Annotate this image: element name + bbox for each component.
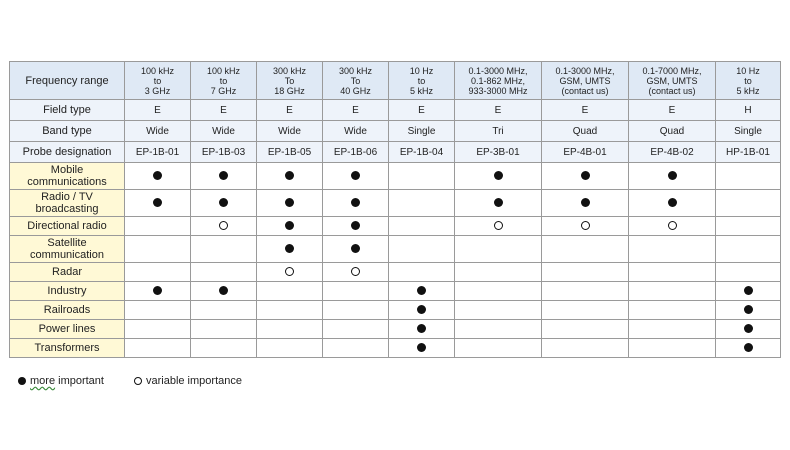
application-cell	[455, 217, 542, 236]
legend-variable-label: variable importance	[145, 375, 242, 387]
application-cell	[629, 190, 716, 217]
probe-designation-cell: HP-1B-01	[716, 142, 781, 163]
application-label: Power lines	[10, 320, 125, 339]
application-cell	[716, 301, 781, 320]
application-cell	[455, 320, 542, 339]
application-cell	[257, 190, 323, 217]
application-cell	[323, 263, 389, 282]
field-type-cell: E	[125, 100, 191, 121]
application-cell	[542, 190, 629, 217]
application-label: Radio / TV broadcasting	[10, 190, 125, 217]
application-row	[10, 339, 781, 358]
application-cell	[542, 263, 629, 282]
application-cell	[389, 320, 455, 339]
filled-dot-icon	[668, 171, 677, 180]
filled-dot-icon	[351, 244, 360, 253]
application-cell	[716, 190, 781, 217]
application-cell	[455, 163, 542, 190]
filled-dot-icon	[285, 171, 294, 180]
application-label: Satellite communication	[10, 236, 125, 263]
application-cell	[455, 263, 542, 282]
application-cell	[191, 301, 257, 320]
field-type-cell: E	[455, 100, 542, 121]
filled-dot-icon	[417, 286, 426, 295]
application-cell	[125, 282, 191, 301]
band-type-cell: Tri	[455, 121, 542, 142]
application-cell	[257, 263, 323, 282]
probe-designation-cell: EP-1B-03	[191, 142, 257, 163]
application-cell	[257, 217, 323, 236]
band-type-cell: Wide	[191, 121, 257, 142]
filled-dot-icon	[417, 324, 426, 333]
application-cell	[191, 320, 257, 339]
filled-dot-icon	[668, 198, 677, 207]
application-row	[10, 320, 781, 339]
field-type-cell: H	[716, 100, 781, 121]
application-row	[10, 301, 781, 320]
filled-dot-icon	[219, 286, 228, 295]
application-cell	[542, 217, 629, 236]
application-cell	[125, 339, 191, 358]
hollow-circle-icon	[285, 267, 294, 276]
frequency-range-cell: 100 kHz to 3 GHz	[125, 62, 191, 100]
application-cell	[542, 301, 629, 320]
field-type-cell: E	[191, 100, 257, 121]
application-cell	[716, 217, 781, 236]
probe-table	[9, 61, 781, 358]
application-row	[10, 163, 781, 190]
frequency-range-cell: 10 Hz to 5 kHz	[716, 62, 781, 100]
filled-dot-icon	[351, 171, 360, 180]
application-row	[10, 236, 781, 263]
application-cell	[191, 339, 257, 358]
application-row	[10, 190, 781, 217]
probe-table-body	[10, 62, 781, 358]
application-cell	[191, 263, 257, 282]
probe-designation-cell: EP-1B-05	[257, 142, 323, 163]
filled-dot-icon	[285, 244, 294, 253]
filled-dot-icon	[285, 198, 294, 207]
application-label: Industry	[10, 282, 125, 301]
filled-dot-icon	[581, 198, 590, 207]
application-cell	[455, 190, 542, 217]
application-cell	[629, 339, 716, 358]
application-cell	[257, 339, 323, 358]
application-cell	[455, 339, 542, 358]
filled-dot-icon	[351, 221, 360, 230]
application-cell	[629, 301, 716, 320]
application-cell	[323, 301, 389, 320]
band-type-cell: Wide	[323, 121, 389, 142]
band-type-cell: Quad	[629, 121, 716, 142]
frequency-range-cell: 0.1-3000 MHz, 0.1-862 MHz, 933-3000 MHz	[455, 62, 542, 100]
application-cell	[323, 339, 389, 358]
application-cell	[191, 282, 257, 301]
application-label: Railroads	[10, 301, 125, 320]
hollow-circle-icon	[134, 377, 142, 385]
application-cell	[257, 282, 323, 301]
probe-designation-row	[10, 142, 781, 163]
hollow-circle-icon	[351, 267, 360, 276]
probe-designation-cell: EP-4B-01	[542, 142, 629, 163]
application-cell	[257, 236, 323, 263]
filled-dot-icon	[744, 286, 753, 295]
band-type-cell: Quad	[542, 121, 629, 142]
hollow-circle-icon	[494, 221, 503, 230]
filled-dot-icon	[351, 198, 360, 207]
application-cell	[629, 236, 716, 263]
filled-dot-icon	[494, 198, 503, 207]
application-cell	[389, 190, 455, 217]
filled-dot-icon	[219, 171, 228, 180]
filled-dot-icon	[494, 171, 503, 180]
application-cell	[389, 301, 455, 320]
application-cell	[323, 236, 389, 263]
application-cell	[629, 217, 716, 236]
filled-dot-icon	[153, 286, 162, 295]
filled-dot-icon	[417, 343, 426, 352]
application-cell	[191, 163, 257, 190]
filled-dot-icon	[285, 221, 294, 230]
application-cell	[455, 236, 542, 263]
frequency-range-cell: 0.1-7000 MHz, GSM, UMTS (contact us)	[629, 62, 716, 100]
application-label: Directional radio	[10, 217, 125, 236]
application-cell	[716, 339, 781, 358]
probe-designation-cell: EP-4B-02	[629, 142, 716, 163]
application-cell	[716, 263, 781, 282]
application-row	[10, 263, 781, 282]
application-cell	[455, 301, 542, 320]
filled-dot-icon	[744, 324, 753, 333]
frequency-range-cell: 300 kHz To 18 GHz	[257, 62, 323, 100]
application-cell	[257, 320, 323, 339]
probe-designation-cell: EP-1B-06	[323, 142, 389, 163]
application-cell	[542, 339, 629, 358]
frequency-range-cell: 300 kHz To 40 GHz	[323, 62, 389, 100]
probe-designation-cell: EP-3B-01	[455, 142, 542, 163]
hollow-circle-icon	[219, 221, 228, 230]
application-cell	[389, 263, 455, 282]
application-cell	[389, 282, 455, 301]
legend-more-important	[18, 375, 104, 387]
application-cell	[125, 236, 191, 263]
application-cell	[389, 236, 455, 263]
field-type-label: Field type	[10, 100, 125, 121]
probe-designation-cell: EP-1B-04	[389, 142, 455, 163]
application-cell	[125, 163, 191, 190]
frequency-range-cell: 10 Hz to 5 kHz	[389, 62, 455, 100]
application-cell	[542, 163, 629, 190]
application-cell	[542, 282, 629, 301]
filled-dot-icon	[18, 377, 26, 385]
application-cell	[191, 190, 257, 217]
band-type-row	[10, 121, 781, 142]
hollow-circle-icon	[668, 221, 677, 230]
application-cell	[191, 217, 257, 236]
application-cell	[323, 190, 389, 217]
filled-dot-icon	[153, 198, 162, 207]
legend-variable-importance	[134, 375, 242, 387]
application-cell	[323, 217, 389, 236]
application-label: Mobile communications	[10, 163, 125, 190]
application-cell	[629, 282, 716, 301]
field-type-cell: E	[542, 100, 629, 121]
probe-designation-label: Probe designation	[10, 142, 125, 163]
band-type-cell: Single	[716, 121, 781, 142]
application-cell	[716, 282, 781, 301]
frequency-range-label: Frequency range	[10, 62, 125, 100]
frequency-range-row	[10, 62, 781, 100]
band-type-label: Band type	[10, 121, 125, 142]
field-type-cell: E	[629, 100, 716, 121]
application-cell	[323, 320, 389, 339]
field-type-cell: E	[257, 100, 323, 121]
application-cell	[323, 163, 389, 190]
band-type-cell: Single	[389, 121, 455, 142]
application-cell	[542, 236, 629, 263]
application-cell	[191, 236, 257, 263]
application-cell	[629, 263, 716, 282]
filled-dot-icon	[744, 305, 753, 314]
application-cell	[716, 163, 781, 190]
frequency-range-cell: 100 kHz to 7 GHz	[191, 62, 257, 100]
application-label: Radar	[10, 263, 125, 282]
application-label: Transformers	[10, 339, 125, 358]
application-cell	[125, 217, 191, 236]
legend	[18, 375, 272, 387]
application-cell	[389, 217, 455, 236]
field-type-cell: E	[389, 100, 455, 121]
application-cell	[125, 263, 191, 282]
application-cell	[125, 190, 191, 217]
band-type-cell: Wide	[257, 121, 323, 142]
frequency-range-cell: 0.1-3000 MHz, GSM, UMTS (contact us)	[542, 62, 629, 100]
application-cell	[323, 282, 389, 301]
filled-dot-icon	[581, 171, 590, 180]
application-cell	[257, 301, 323, 320]
application-cell	[542, 320, 629, 339]
filled-dot-icon	[417, 305, 426, 314]
hollow-circle-icon	[581, 221, 590, 230]
field-type-cell: E	[323, 100, 389, 121]
application-row	[10, 217, 781, 236]
application-cell	[125, 320, 191, 339]
probe-designation-cell: EP-1B-01	[125, 142, 191, 163]
filled-dot-icon	[219, 198, 228, 207]
application-cell	[716, 320, 781, 339]
application-cell	[629, 320, 716, 339]
application-cell	[629, 163, 716, 190]
application-cell	[389, 163, 455, 190]
legend-important-word: important	[58, 375, 104, 387]
field-type-row	[10, 100, 781, 121]
application-row	[10, 282, 781, 301]
filled-dot-icon	[153, 171, 162, 180]
application-cell	[716, 236, 781, 263]
application-cell	[389, 339, 455, 358]
legend-more-word: more	[30, 375, 56, 387]
filled-dot-icon	[744, 343, 753, 352]
application-cell	[125, 301, 191, 320]
application-cell	[455, 282, 542, 301]
band-type-cell: Wide	[125, 121, 191, 142]
application-cell	[257, 163, 323, 190]
